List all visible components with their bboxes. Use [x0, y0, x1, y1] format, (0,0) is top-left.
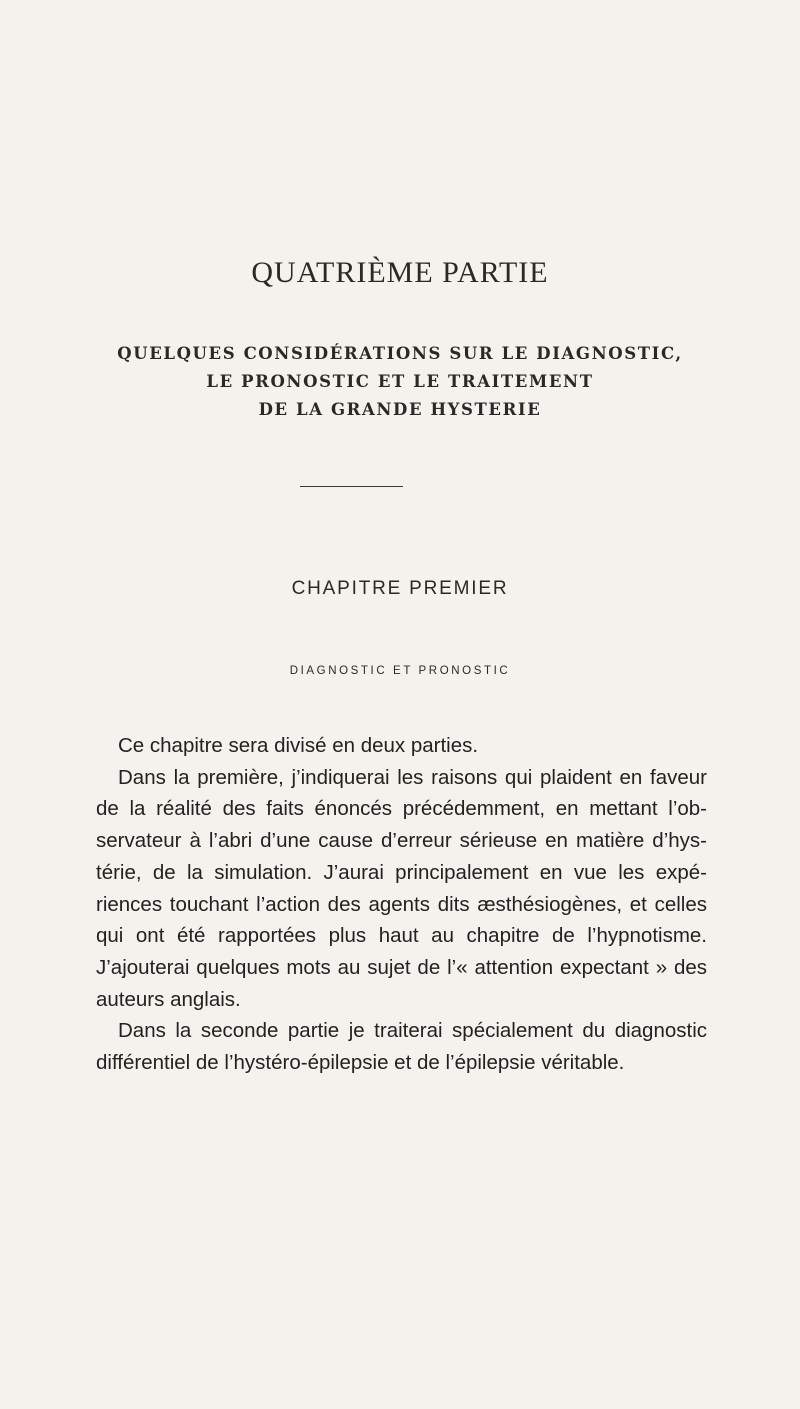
- body-line: qui ont été rapportées plus haut au chapitre de l’hypnotisme.: [96, 924, 707, 948]
- body-line: de la réalité des faits énoncés précédemment, en mettant l’ob-: [96, 797, 707, 821]
- body-line: Dans la seconde partie je traiterai spécialement du diagnostic: [118, 1019, 707, 1043]
- body-line: différentiel de l’hystéro-épilepsie et de l’épilepsie véritable.: [96, 1051, 625, 1075]
- body-line: auteurs anglais.: [96, 987, 241, 1011]
- subtitle-line-2: LE PRONOSTIC ET LE TRAITEMENT: [206, 372, 594, 391]
- body-line: servateur à l’abri d’une cause d’erreur sérieuse en matière d’hys-: [96, 829, 707, 853]
- body-line: Dans la première, j’indiquerai les raisons qui plaident en faveur: [118, 765, 707, 789]
- subtitle-line-1: QUELQUES CONSIDÉRATIONS SUR LE DIAGNOSTIC,: [117, 344, 683, 363]
- body-text: [96, 730, 707, 1079]
- body-line: térie, de la simulation. J’aurai principalement en vue les expé-: [96, 860, 707, 884]
- body-line: J’ajouterai quelques mots au sujet de l’« attention expectant » des: [96, 955, 707, 979]
- body-line: Ce chapitre sera divisé en deux parties.: [118, 734, 479, 757]
- part-title: QUATRIÈME PARTIE: [251, 256, 549, 289]
- chapter-title: CHAPITRE PREMIER: [291, 578, 509, 599]
- separator-rule: [300, 486, 403, 487]
- part-subtitle: [0, 340, 800, 424]
- chapter-subtitle: DIAGNOSTIC ET PRONOSTIC: [289, 665, 511, 677]
- body-line: riences touchant l’action des agents dits æsthésiogènes, et celles: [96, 892, 707, 916]
- subtitle-line-3: DE LA GRANDE HYSTERIE: [258, 400, 542, 419]
